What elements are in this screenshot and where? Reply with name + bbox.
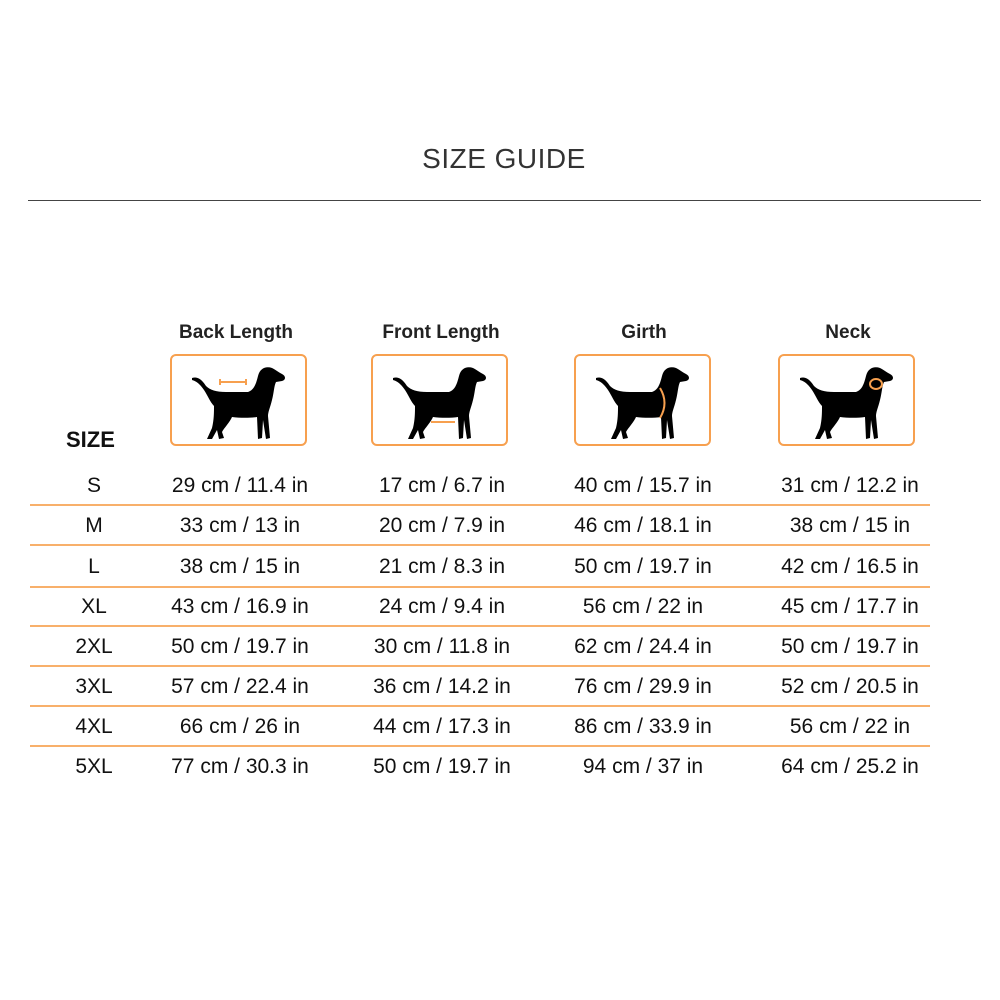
table-row xyxy=(0,466,1000,506)
table-row xyxy=(0,627,1000,667)
measurement-cell: 64 cm / 25.2 in xyxy=(781,755,919,778)
measurement-cell: 56 cm / 22 in xyxy=(582,595,704,618)
size-label: 5XL xyxy=(75,755,113,778)
table-row xyxy=(0,587,1000,627)
table-row xyxy=(0,707,1000,747)
measurement-cell: 57 cm / 22.4 in xyxy=(171,675,309,698)
page-title: SIZE GUIDE xyxy=(422,143,586,174)
measurement-cell: 50 cm / 19.7 in xyxy=(574,555,712,578)
measurement-cell: 30 cm / 11.8 in xyxy=(373,635,511,658)
measurement-cell: 94 cm / 37 in xyxy=(582,755,704,778)
size-label: S xyxy=(86,474,101,497)
measurement-cell: 76 cm / 29.9 in xyxy=(574,675,712,698)
table-row xyxy=(0,547,1000,587)
measurement-cell: 38 cm / 15 in xyxy=(789,514,911,537)
measurement-cell: 62 cm / 24.4 in xyxy=(574,635,712,658)
back-length-icon-box xyxy=(170,354,307,446)
measurement-cell: 56 cm / 22 in xyxy=(789,715,911,738)
measurement-cell: 21 cm / 8.3 in xyxy=(378,555,506,578)
measurement-cell: 31 cm / 12.2 in xyxy=(781,474,919,497)
size-label: L xyxy=(88,555,100,578)
size-label: 2XL xyxy=(75,635,113,658)
measurement-cell: 29 cm / 11.4 in xyxy=(171,474,309,497)
table-row xyxy=(0,747,1000,787)
measurement-cell: 43 cm / 16.9 in xyxy=(171,595,309,618)
size-header: SIZE xyxy=(66,427,115,452)
measurement-cell: 24 cm / 9.4 in xyxy=(378,595,506,618)
measurement-cell: 52 cm / 20.5 in xyxy=(781,675,919,698)
table-row xyxy=(0,667,1000,707)
row-divider xyxy=(30,504,930,506)
column-header-front-length: Front Length xyxy=(382,322,500,343)
dog-neck-icon xyxy=(798,362,898,442)
measurement-cell: 38 cm / 15 in xyxy=(179,555,301,578)
measurement-cell: 44 cm / 17.3 in xyxy=(373,715,511,738)
row-divider xyxy=(30,705,930,707)
neck-icon-box xyxy=(778,354,915,446)
measurement-cell: 86 cm / 33.9 in xyxy=(574,715,712,738)
column-header-girth: Girth xyxy=(621,322,667,343)
front-length-icon-box xyxy=(371,354,508,446)
size-label: 4XL xyxy=(75,715,113,738)
measurement-cell: 40 cm / 15.7 in xyxy=(574,474,712,497)
column-header-back-length: Back Length xyxy=(178,322,294,343)
measurement-cell: 66 cm / 26 in xyxy=(179,715,301,738)
dog-front-length-icon xyxy=(391,362,491,442)
row-divider xyxy=(30,745,930,747)
measurement-cell: 45 cm / 17.7 in xyxy=(781,595,919,618)
size-label: M xyxy=(85,514,103,537)
row-divider xyxy=(30,586,930,588)
measurement-cell: 50 cm / 19.7 in xyxy=(171,635,309,658)
dog-back-length-icon xyxy=(190,362,290,442)
measurement-cell: 17 cm / 6.7 in xyxy=(378,474,506,497)
table-row xyxy=(0,506,1000,546)
measurement-cell: 42 cm / 16.5 in xyxy=(781,555,919,578)
measurement-cell: 33 cm / 13 in xyxy=(179,514,301,537)
size-label: XL xyxy=(81,595,107,618)
title-divider xyxy=(28,200,981,201)
column-header-neck: Neck xyxy=(825,322,871,343)
measurement-cell: 20 cm / 7.9 in xyxy=(378,514,506,537)
row-divider xyxy=(30,665,930,667)
measurement-cell: 36 cm / 14.2 in xyxy=(373,675,511,698)
girth-icon-box xyxy=(574,354,711,446)
measurement-cell: 77 cm / 30.3 in xyxy=(171,755,309,778)
measurement-cell: 50 cm / 19.7 in xyxy=(781,635,919,658)
measurement-cell: 50 cm / 19.7 in xyxy=(373,755,511,778)
row-divider xyxy=(30,544,930,546)
row-divider xyxy=(30,625,930,627)
size-label: 3XL xyxy=(75,675,113,698)
measurement-cell: 46 cm / 18.1 in xyxy=(574,514,712,537)
dog-girth-icon xyxy=(594,362,694,442)
